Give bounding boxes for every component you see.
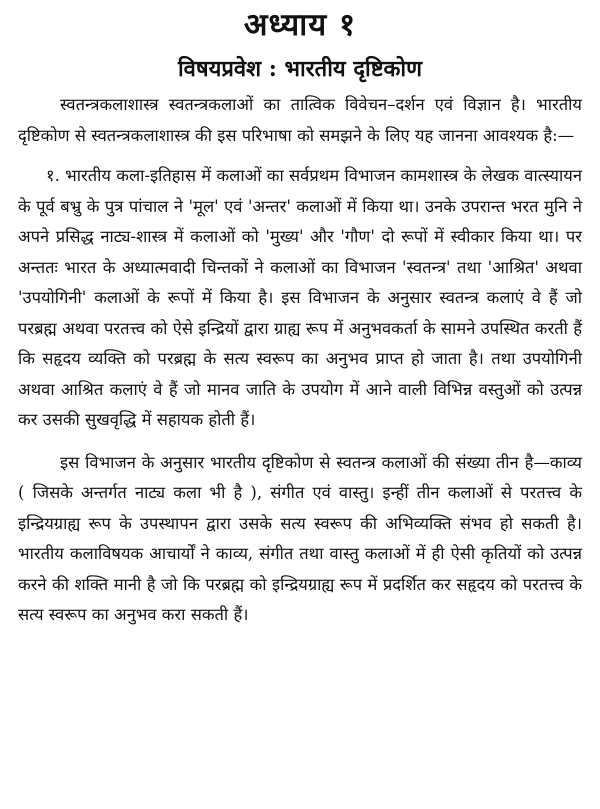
paragraph-intro: स्वतन्त्रकलाशास्त्र स्वतन्त्रकलाओं का तात्विक विवेचन–दर्शन एवं विज्ञान है। भारतीय दृष्टिकोण से स्वतन्त्रकलाशास्त्र की इस परिभाषा को समझने के लिए यह जानना आवश्यक है:— [18, 95, 582, 145]
paragraph-classification: १. भारतीय कला-इतिहास में कलाओं का सर्वप्रथम विभाजन कामशास्त्र के लेखक वात्स्यायन के पूर्व बभ्रु के पुत्र पांचाल ने 'मूल' एवं 'अन्तर' कलाओं में किया था। उनके उपरान्त भरत मुनि ने अपने प्रसिद्ध नाट्य-शास्त्र में कलाओं को 'मुख्य' और 'गौण' दो रूपों में स्वीकार किया था। पर अन्ततः भारत के अध्यात्मवादी चिन्तकों ने कलाओं का विभाजन 'स्वतन्त्र' तथा 'आश्रित' अथवा 'उपयोगिनी' कलाओं के रूपों में किया है। इस विभाजन के अनुसार स्वतन्त्र कलाएं वे हैं जो परब्रह्म अथवा परतत्त्व को ऐसे इन्द्रियों द्वारा ग्राह्य रूप में अनुभवकर्ता के सामने उपस्थित करती हैं कि सहृदय व्यक्ति को परब्रह्म के सत्य स्वरूप का अनुभव प्राप्त हो जाता है। तथा उपयोगिनी अथवा आश्रित कलाएं वे हैं जो मानव जाति के उपयोग में आने वाली विभिन्न वस्तुओं को उत्पन्न कर उसकी सुखवृद्धि में सहायक होती हैं। [18, 166, 582, 429]
section-title: विषयप्रवेश : भारतीय दृष्टिकोण [177, 56, 423, 82]
paragraph-three-arts: इस विभाजन के अनुसार भारतीय दृष्टिकोण से स्वतन्त्र कलाओं की संख्या तीन है—काव्य ( जिसके अन्तर्गत नाट्य कला भी है ), संगीत एवं वास्तु। इन्हीं तीन कलाओं से परतत्त्व के इन्द्रियग्राह्य रूप के उपस्थापन द्वारा उसके सत्य स्वरूप की अभिव्यक्ति संभव हो सकती है। भारतीय कलाविषयक आचार्यों ने काव्य, संगीत तथा वास्तु कलाओं में ही ऐसी कृतियों को उत्पन्न करने की शक्ति मानी है जो कि परब्रह्म को इन्द्रियग्राह्य रूप में प्रदर्शित कर सहृदय को परतत्त्व के सत्य स्वरूप का अनुभव करा सकती हैं। [18, 452, 582, 624]
chapter-title: अध्याय १ [243, 7, 357, 43]
